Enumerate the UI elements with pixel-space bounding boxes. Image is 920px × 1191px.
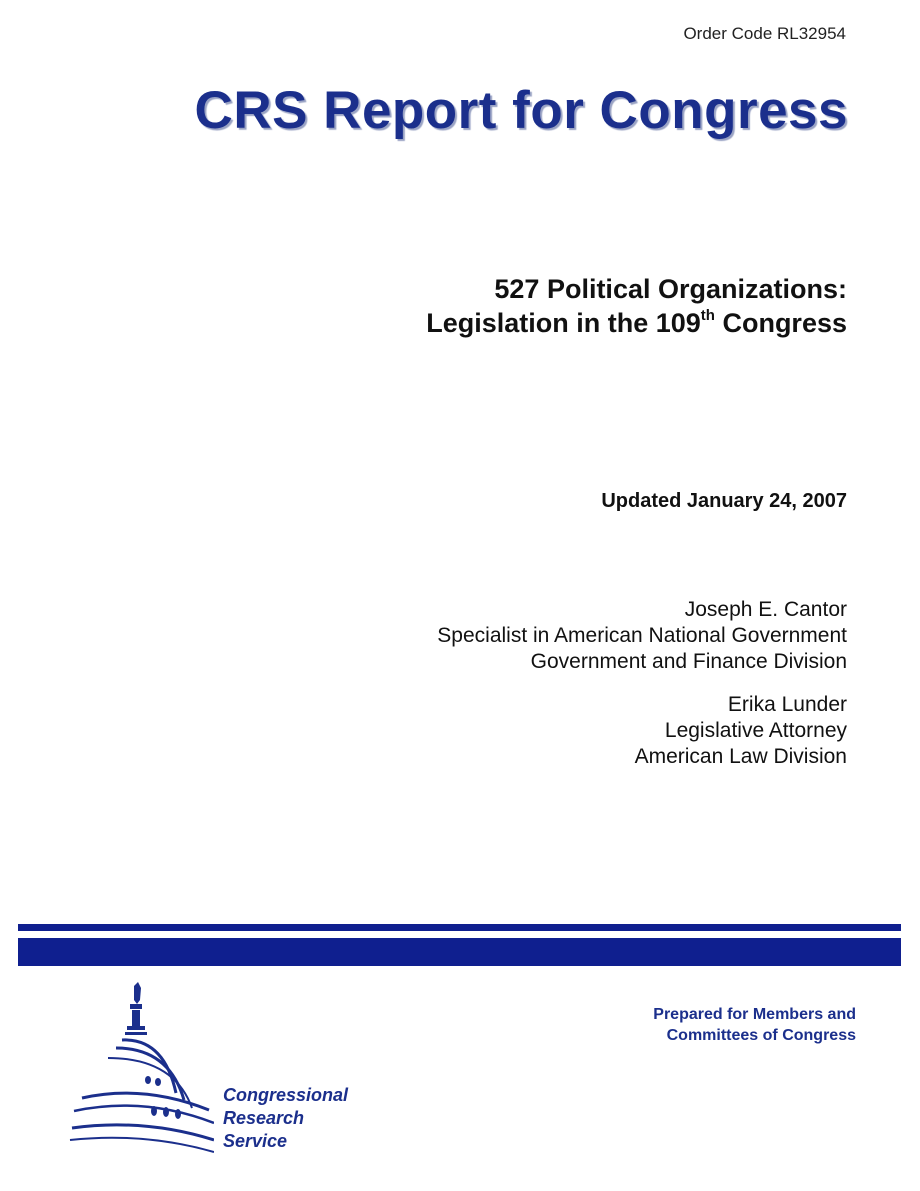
- title-ordinal-suffix: th: [700, 307, 715, 324]
- prepared-for: [653, 1004, 856, 1046]
- author-block: [635, 692, 847, 770]
- author-role: Specialist in American National Government: [437, 624, 847, 647]
- divider-thin: [18, 924, 901, 931]
- logo-line-3: Service: [223, 1131, 288, 1151]
- crs-logo-text: [223, 1084, 348, 1153]
- order-code: Order Code RL32954: [683, 24, 846, 43]
- author-block: [437, 597, 847, 675]
- divider-thick: [18, 938, 901, 966]
- title-line-2-end: Congress: [714, 308, 847, 338]
- capitol-dome-icon: [64, 978, 214, 1158]
- logo-line-1: Congressional: [223, 1085, 349, 1105]
- report-title: [426, 272, 847, 340]
- prepared-line-1: Prepared for Members and: [653, 1006, 856, 1023]
- title-line-2-text: Legislation in the 109: [426, 308, 701, 338]
- author-role: Legislative Attorney: [664, 719, 847, 742]
- author-division: Government and Finance Division: [530, 650, 847, 673]
- prepared-line-2: Committees of Congress: [666, 1027, 856, 1044]
- author-name: Erika Lunder: [727, 693, 847, 716]
- author-name: Joseph E. Cantor: [684, 598, 847, 621]
- updated-date: Updated January 24, 2007: [601, 490, 847, 512]
- logo-line-2: Research: [223, 1108, 305, 1128]
- title-line-2: [426, 306, 847, 340]
- author-division: American Law Division: [634, 745, 847, 768]
- report-banner: CRS Report for Congress: [194, 81, 848, 140]
- title-line-1: 527 Political Organizations:: [494, 274, 847, 304]
